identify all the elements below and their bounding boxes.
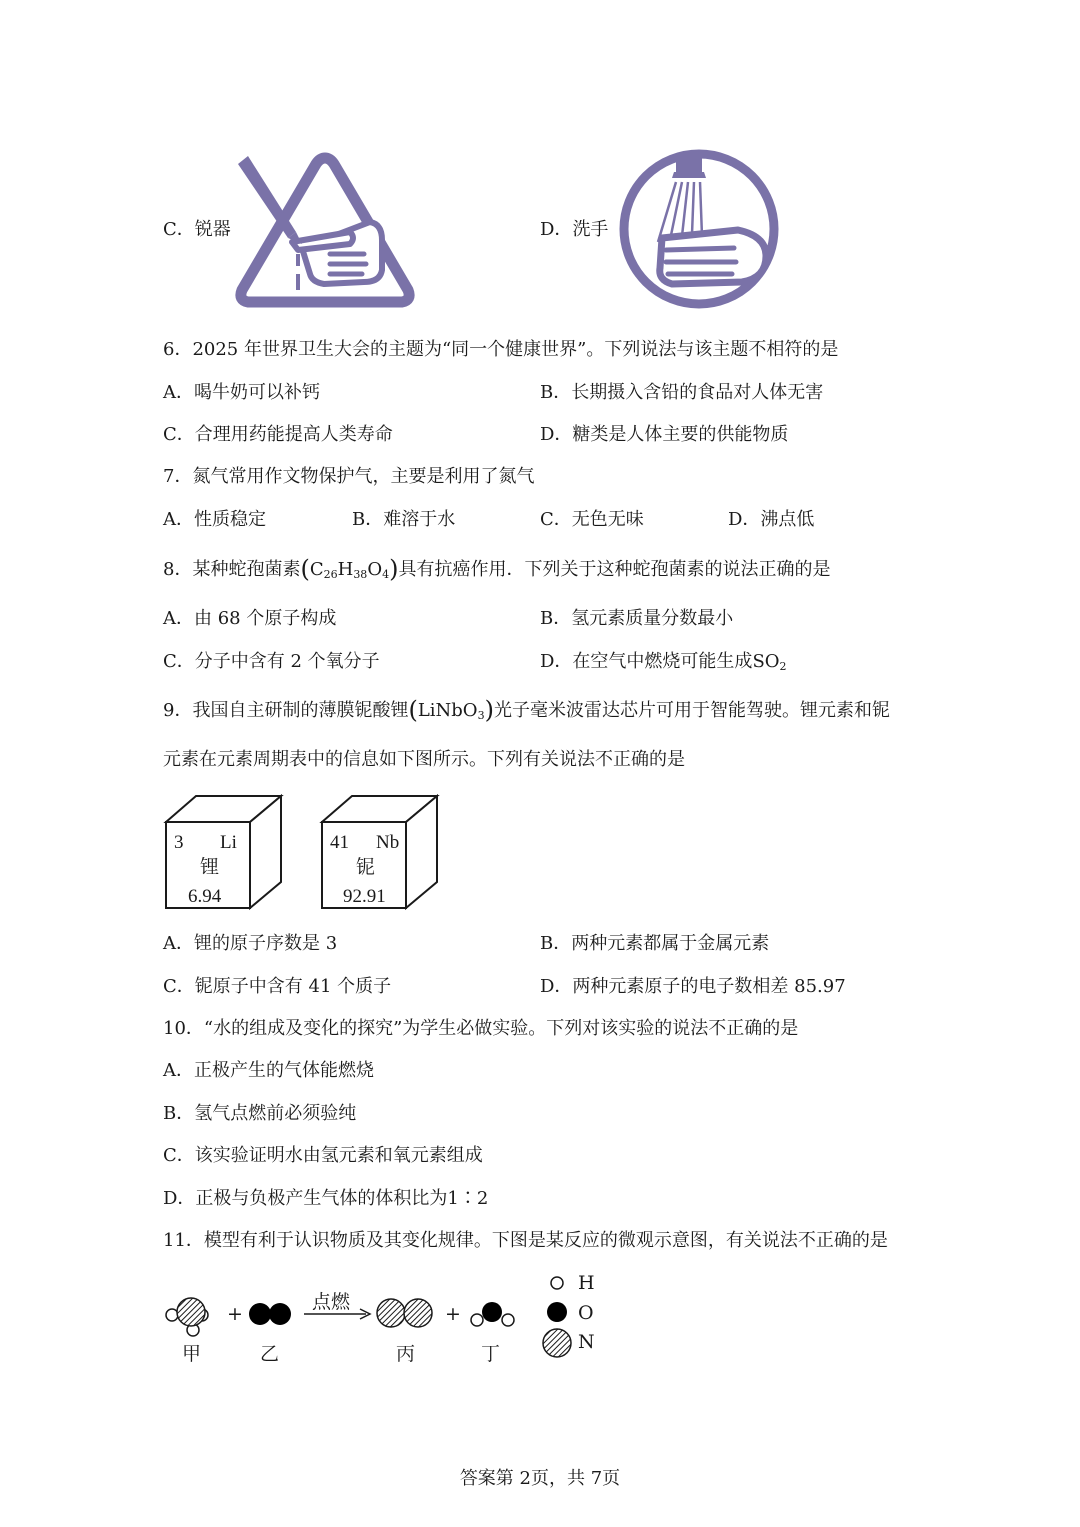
label-bing: 丙 (396, 1343, 416, 1365)
q9-option-a: A．锂的原子序数是 3 (163, 933, 338, 954)
q5-option-d-text: 洗手 (572, 219, 609, 240)
q7-stem: 7．氮气常用作文物保护气，主要是利用了氮气 (163, 466, 535, 487)
q8-option-c: C．分子中含有 2 个氧分子 (163, 651, 380, 672)
q5-option-c (163, 218, 231, 242)
reaction-condition: 点燃 (312, 1291, 351, 1313)
nb-mass: 92.91 (343, 886, 386, 907)
formula-h-sub: 38 (353, 568, 368, 581)
label-yi: 乙 (260, 1343, 280, 1365)
q8-option-d (540, 650, 787, 679)
formula-c-sub: 26 (323, 568, 338, 581)
q6-stem: 6．2025 年世界卫生大会的主题为“同一个健康世界”。下列说法与该主题不相符的是 (163, 339, 839, 360)
q8-option-a: A．由 68 个原子构成 (163, 608, 337, 629)
q5-option-d (540, 218, 608, 242)
element-card-li (166, 796, 281, 908)
q10-option-d: D．正极与负极产生气体的体积比为1∶2 (163, 1188, 489, 1209)
q9-stem (163, 698, 890, 728)
q9-stem-line2: 元素在元素周期表中的信息如下图所示。下列有关说法不正确的是 (163, 749, 685, 770)
q10-option-c: C．该实验证明水由氢元素和氧元素组成 (163, 1145, 483, 1166)
q6-option-d: D．糖类是人体主要的供能物质 (540, 424, 789, 445)
formula-o-sub: 4 (382, 568, 390, 581)
q8-option-b: B．氢元素质量分数最小 (540, 608, 734, 629)
q5-option-d-letter: D． (540, 219, 573, 240)
legend-n-label: N (578, 1331, 595, 1353)
q7-option-c: C．无色无味 (540, 509, 644, 530)
paren-open: ( (408, 696, 418, 724)
legend-o-label: O (578, 1302, 594, 1324)
li-mass: 6.94 (188, 886, 222, 907)
nb-symbol: Nb (376, 832, 400, 853)
reaction-diagram (160, 1268, 610, 1368)
formula-c: C (309, 559, 324, 580)
legend-h-label: H (578, 1272, 595, 1294)
q9-option-c: C．铌原子中含有 41 个质子 (163, 976, 392, 997)
molecule-jia (166, 1298, 208, 1336)
li-number: 3 (174, 832, 184, 853)
legend (543, 1272, 595, 1357)
q10-stem: 10．“水的组成及变化的探究”为学生必做实验。下列对该实验的说法不正确的是 (163, 1018, 799, 1039)
page-footer: 答案第 2页，共 7页 (459, 1468, 621, 1489)
paren-close: ) (389, 555, 399, 583)
q8-option-d-text: D．在空气中燃烧可能生成 (540, 651, 753, 672)
q8-option-d-formula: SO (752, 651, 780, 672)
formula-h: H (337, 559, 354, 580)
li-name: 锂 (200, 857, 220, 878)
q8-formula (310, 559, 389, 580)
molecule-yi (249, 1303, 291, 1325)
q7-option-d: D．沸点低 (728, 509, 815, 530)
q5-option-c-letter: C． (163, 219, 195, 240)
q6-option-a: A．喝牛奶可以补钙 (163, 382, 320, 403)
legend-n-atom (543, 1329, 571, 1357)
sharp-object-icon (232, 150, 418, 310)
element-card-nb (322, 796, 437, 908)
molecule-bing (377, 1299, 432, 1327)
nb-name: 铌 (356, 857, 376, 878)
legend-h-atom (551, 1277, 563, 1289)
paren-close: ) (484, 696, 494, 724)
q9-formula: LiNbO (417, 700, 478, 721)
q8-option-d-sub: 2 (779, 660, 787, 673)
formula-o: O (367, 559, 383, 580)
q6-option-c: C．合理用药能提高人类寿命 (163, 424, 393, 445)
q6-option-b: B．长期摄入含铅的食品对人体无害 (540, 382, 824, 403)
q7-option-a: A．性质稳定 (163, 509, 266, 530)
q10-option-b: B．氢气点燃前必须验纯 (163, 1103, 357, 1124)
q9-option-d: D．两种元素原子的电子数相差 85.97 (540, 976, 846, 997)
plus-sign: + (227, 1303, 243, 1325)
q9-stem-pre: 9．我国自主研制的薄膜铌酸锂 (163, 700, 409, 721)
molecule-ding (471, 1302, 514, 1326)
element-cards (160, 792, 450, 916)
q8-stem-pre: 8．某种蛇孢菌素 (163, 559, 301, 580)
hand-washing-icon (616, 148, 782, 310)
plus-sign: + (445, 1303, 461, 1325)
q8-stem-post: 具有抗癌作用．下列关于这种蛇孢菌素的说法正确的是 (398, 559, 831, 580)
q10-option-a: A．正极产生的气体能燃烧 (163, 1060, 374, 1081)
li-symbol: Li (220, 832, 237, 853)
nb-number: 41 (330, 832, 349, 853)
q11-stem: 11．模型有利于认识物质及其变化规律。下图是某反应的微观示意图，有关说法不正确的是 (163, 1230, 888, 1251)
paren-open: ( (300, 555, 310, 583)
q8-stem (163, 557, 830, 587)
legend-o-atom (547, 1302, 567, 1322)
q5-option-c-text: 锐器 (194, 219, 231, 240)
q9-stem-post: 光子毫米波雷达芯片可用于智能驾驶。锂元素和铌 (493, 700, 890, 721)
label-ding: 丁 (481, 1343, 501, 1365)
q9-formula-sub: 3 (477, 709, 485, 722)
label-jia: 甲 (182, 1343, 202, 1365)
q9-option-b: B．两种元素都属于金属元素 (540, 933, 770, 954)
q7-option-b: B．难溶于水 (352, 509, 456, 530)
